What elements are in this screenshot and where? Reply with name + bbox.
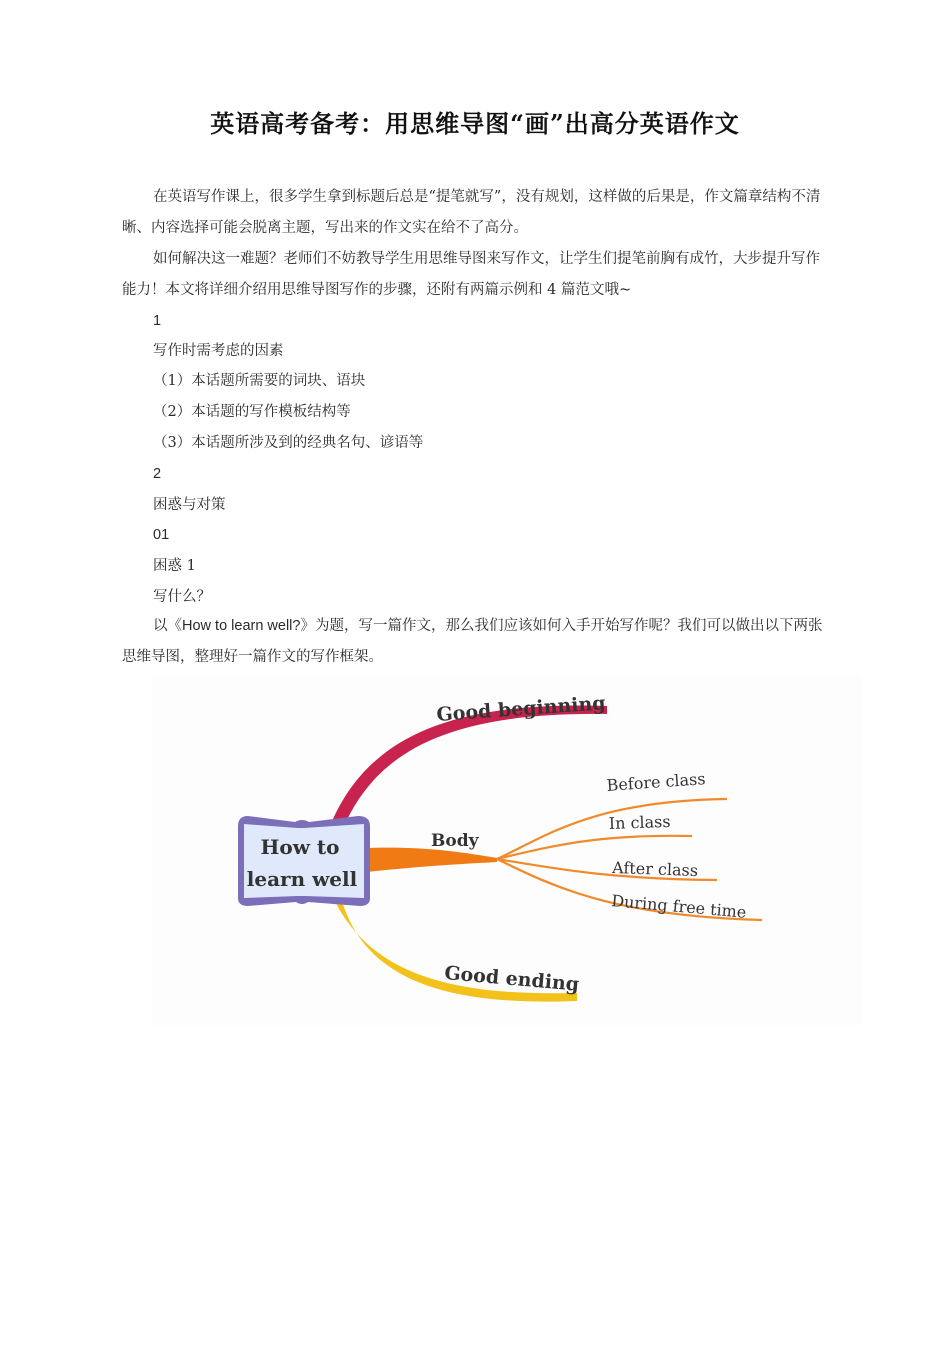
section-2-body <box>122 611 834 673</box>
section-2-question: 写什么？ <box>153 589 211 605</box>
branch-middle-label: Body <box>431 831 479 851</box>
branch-bottom-label: Good ending <box>443 962 580 996</box>
section-1-item-1: （1）本话题所需要的词块、语块 <box>153 373 366 389</box>
body-post-text: 》为题，写一篇作文，那么我们应该如何入手开始写作呢？我们可以做出以下两张思维导图，整理好一篇作文的写作框架。 <box>122 618 823 665</box>
section-1-item-3: （3）本话题所涉及到的经典名句、谚语等 <box>153 435 424 451</box>
section-1-number: 1 <box>153 313 162 329</box>
mindmap-center-line-1: How to <box>260 835 340 859</box>
section-1-heading: 写作时需考虑的因素 <box>153 343 284 359</box>
sub-branch-label-2: In class <box>608 811 671 833</box>
branch-top-label: Good beginning <box>435 692 607 726</box>
sub-branch-label-3: After class <box>611 858 699 880</box>
sub-branch-label-4: During free time <box>610 891 748 922</box>
intro-paragraph-1: 在英语写作课上，很多学生拿到标题后总是“提笔就写”，没有规划，这样做的后果是，作文篇章结构不清晰、内容选择可能会脱离主题，写出来的作文实在给不了高分。 <box>122 189 821 236</box>
branch-middle-curve <box>367 848 497 872</box>
mindmap-center-line-2: learn well <box>246 867 358 891</box>
page-title: 英语高考备考：用思维导图“画”出高分英语作文 <box>210 109 740 138</box>
section-1-item-2: （2）本话题的写作模板结构等 <box>153 404 351 420</box>
section-2-sub-number: 01 <box>153 527 170 543</box>
intro-paragraph-2: 如何解决这一难题？老师们不妨教导学生用思维导图来写作文，让学生们提笔前胸有成竹，大步提升写作能力！本文将详细介绍用思维导图写作的步骤，还附有两篇示例和 4 篇范文哦~ <box>122 251 820 298</box>
sub-branch-label-1: Before class <box>605 769 707 795</box>
section-2-number: 2 <box>153 466 162 482</box>
essay-title-text: How to learn well? <box>182 618 301 634</box>
section-2-heading: 困惑与对策 <box>153 497 226 513</box>
body-pre-text: 以《 <box>153 618 182 634</box>
branch-top-curve <box>330 706 607 831</box>
section-2-sub-heading: 困惑 1 <box>153 558 196 574</box>
sub-branch-curve-2 <box>497 836 692 859</box>
mind-map-image <box>152 676 862 1026</box>
